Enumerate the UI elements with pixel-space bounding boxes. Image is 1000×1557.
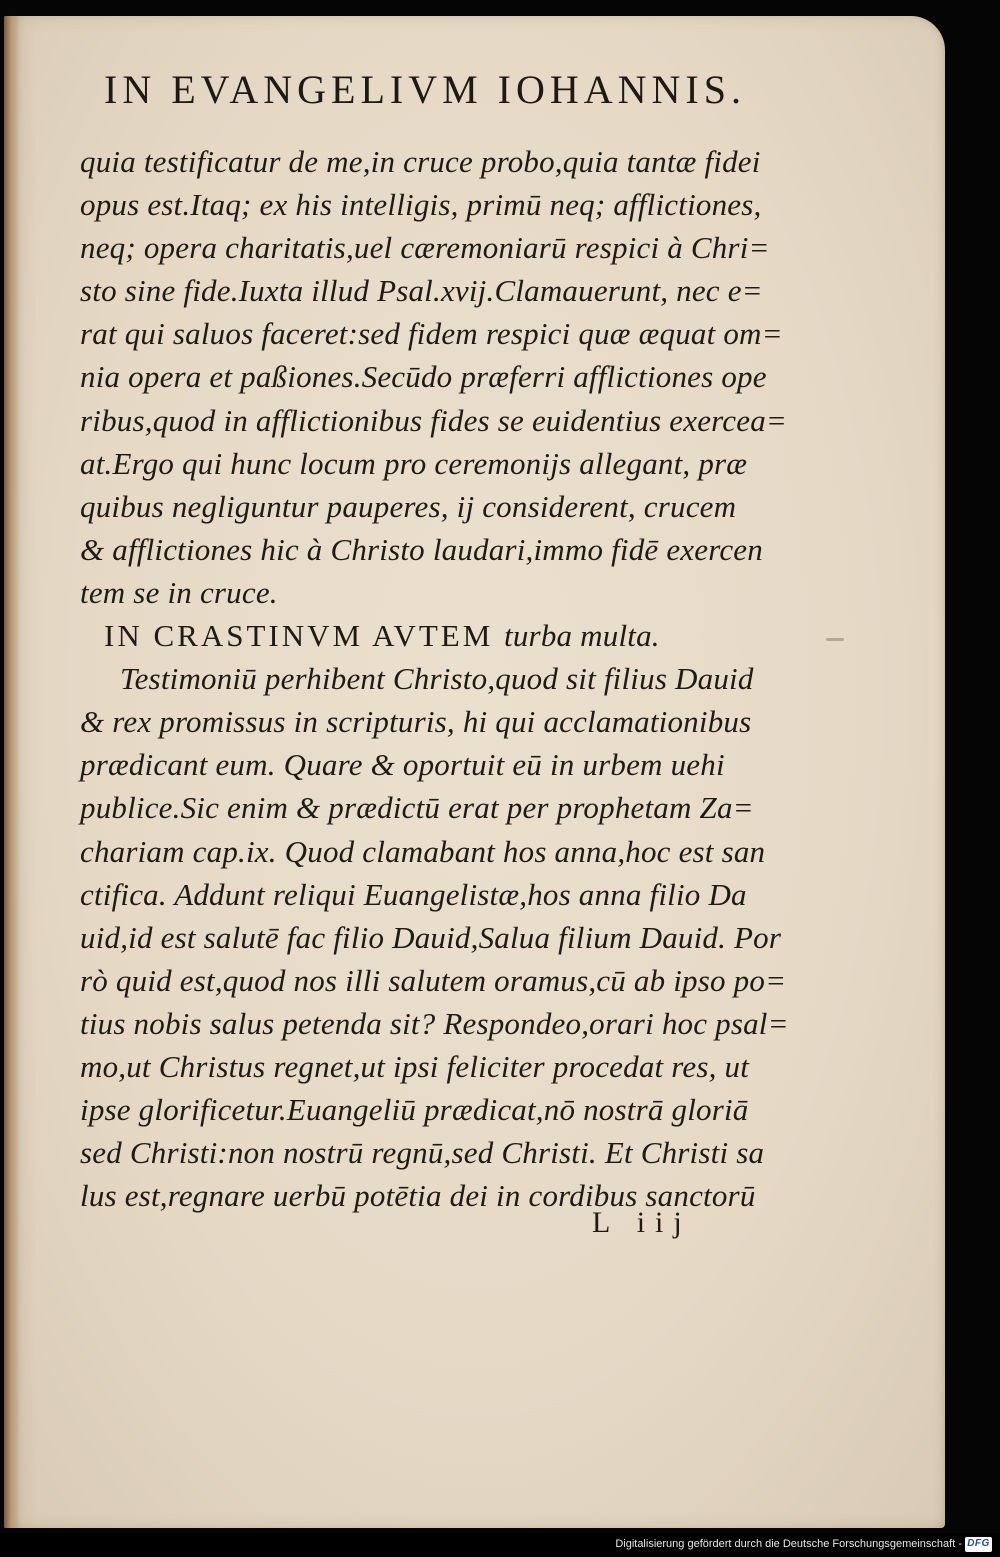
signature-mark: L iij [592, 1206, 692, 1239]
attribution-text: Digitalisierung gefördert durch die Deutsche Forschungsgemeinschaft - [615, 1538, 962, 1550]
text-line: Testimoniū perhibent Christo,quod sit filius Dauid [120, 661, 754, 697]
text-line: publice.Sic enim & prædictū erat per prophetam Za= [80, 790, 754, 826]
book-page [4, 16, 945, 1528]
text-line: rò quid est,quod nos illi salutem oramus,cū ab ipso po= [80, 962, 787, 998]
text-line: tius nobis salus petenda sit? Respondeo,orari hoc psal= [80, 1005, 789, 1041]
page-gutter-shadow [4, 16, 20, 1528]
attribution-bar [0, 1533, 1000, 1557]
page-body-text [80, 140, 789, 1217]
dfg-logo-icon[interactable] [965, 1537, 992, 1552]
text-line: sto sine fide.Iuxta illud Psal.xvij.Clamauerunt, nec e= [80, 273, 763, 309]
text-line: chariam cap.ix. Quod clamabant hos anna,hoc est san [80, 833, 766, 869]
headline-italic: turba multa. [504, 618, 660, 654]
text-line: & afflictiones hic à Christo laudari,immo fidē exercen [80, 531, 763, 567]
text-line: sed Christi:non nostrū regnū,sed Christi. Et Christi sa [80, 1135, 765, 1171]
headline-caps: IN CRASTINVM AVTEM [104, 618, 505, 654]
text-line: quibus negliguntur pauperes, ij considerent, crucem [80, 488, 737, 524]
text-line: ctifica. Addunt reliqui Euangelistæ,hos anna filio Da [80, 876, 747, 912]
section-headline [80, 614, 780, 657]
text-line: mo,ut Christus regnet,ut ipsi feliciter procedat res, ut [80, 1048, 750, 1084]
text-line: & rex promissus in scripturis, hi qui acclamationibus [80, 704, 752, 740]
text-line: ipse glorificetur.Euangeliū prædicat,nō nostrā gloriā [80, 1092, 749, 1128]
text-line: quia testificatur de me,in cruce probo,quia tantæ fidei [80, 144, 761, 179]
text-line: neq; opera charitatis,uel cæremoniarū respici à Chri= [80, 230, 770, 266]
text-line: prædicant eum. Quare & oportuit eū in urbem uehi [80, 747, 725, 783]
text-line: opus est.Itaq; ex his intelligis, primū neq; afflictiones, [80, 187, 762, 223]
dfg-logo-text: DFG [967, 1538, 990, 1549]
text-line: at.Ergo qui hunc locum pro ceremonijs allegant, præ [80, 445, 748, 481]
text-line: rat qui saluos faceret:sed fidem respici quæ æquat om= [80, 316, 783, 352]
text-line: ribus,quod in afflictionibus fides se euidentius exercea= [80, 402, 788, 438]
text-line: uid,id est salutē fac filio Dauid,Salua filium Dauid. Por [80, 919, 782, 955]
text-line: nia opera et paßiones.Secūdo præferri afflictiones ope [80, 359, 767, 395]
text-line: tem se in cruce. [80, 574, 278, 610]
paper-blemish [826, 638, 844, 641]
text-line: lus est,regnare uerbū potētia dei in cordibus sanctorū [80, 1178, 756, 1214]
running-head: IN EVANGELIVM IOHANNIS. [104, 67, 746, 112]
